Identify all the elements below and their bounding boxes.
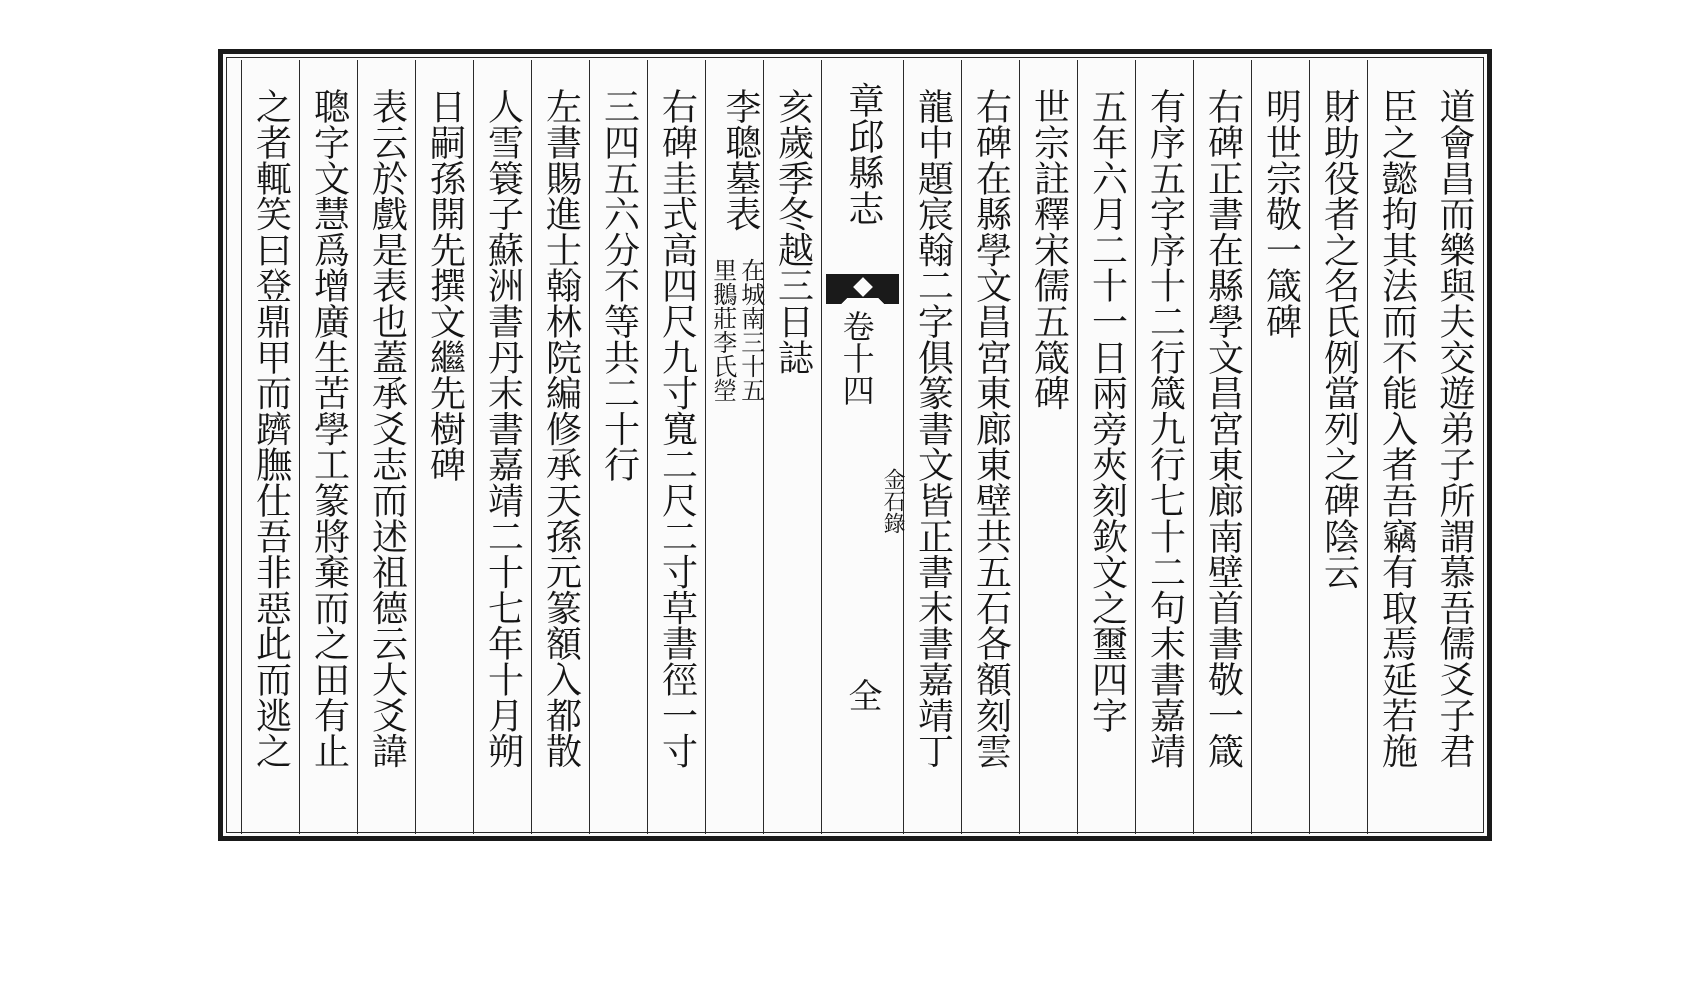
entry-title: 李聰墓表 (720, 88, 761, 232)
text-column (705, 60, 763, 834)
column-text: 之者輒笑曰登鼎甲而躋膴仕吾非惡此而逃之 (250, 88, 292, 769)
text-column (1135, 60, 1193, 834)
text-column (589, 60, 647, 834)
location-note-left (708, 66, 736, 466)
column-text: 財助役者之名氏例當列之碑陰云 (1318, 88, 1360, 590)
column-text: 道會昌而樂與夫交遊弟子所謂慕吾儒爻子君 (1434, 88, 1475, 769)
column-text: 人雪簑子蘇洲書丹末書嘉靖二十七年十月朔 (482, 88, 524, 769)
column-text: 右碑圭式高四尺九寸寬二尺二寸草書徑一寸 (656, 88, 698, 769)
text-column (1019, 60, 1077, 834)
location-note-right (736, 66, 764, 466)
text-column (1251, 60, 1309, 834)
fish-tail-ornament (826, 274, 899, 298)
column-text: 右碑正書在縣學文昌宮東廊南壁首書敬一箴 (1202, 88, 1244, 769)
text-column (415, 60, 473, 834)
column-text: 三四五六分不等共二十行 (598, 88, 640, 482)
text-column (241, 60, 299, 834)
column-text: 表云於戲是表也蓋承爻志而述祖德云大爻諱 (366, 88, 408, 769)
text-column (1367, 60, 1425, 834)
text-column (473, 60, 531, 834)
center-fold (821, 60, 906, 834)
book-title: 章邱縣志 (842, 82, 884, 226)
column-text: 龍中題宸翰二字俱篆書文皆正書末書嘉靖丁 (912, 88, 954, 769)
column-text: 右碑在縣學文昌宮東廊東壁共五石各額刻雲 (970, 88, 1012, 769)
column-text: 左書賜進士翰林院編修承天孫元篆額入都散 (540, 88, 582, 769)
text-column (647, 60, 705, 834)
text-column (1193, 60, 1251, 834)
location-note-line: 在城南三十五 (736, 258, 765, 402)
text-column (763, 60, 821, 834)
column-text: 聰字文慧爲增廣生苦學工篆將棄而之田有止 (308, 88, 350, 769)
column-text: 有序五字序十二行箴九行七十二句末書嘉靖 (1144, 88, 1186, 769)
text-column (1309, 60, 1367, 834)
book-page (218, 49, 1492, 841)
column-text: 明世宗敬一箴碑 (1260, 88, 1302, 339)
column-text: 臣之懿拘其法而不能入者吾竊有取焉延若施 (1376, 88, 1418, 769)
text-column (357, 60, 415, 834)
column-text: 五年六月二十一日兩旁夾刻欽文之璽四字 (1086, 88, 1128, 733)
page-number: 全 (842, 678, 882, 712)
text-column (299, 60, 357, 834)
text-column (531, 60, 589, 834)
text-column (1077, 60, 1135, 834)
column-text: 世宗註釋宋儒五箴碑 (1028, 88, 1070, 411)
section-label: 金石錄 (880, 468, 906, 534)
column-text: 日嗣孫開先撰文繼先樹碑 (424, 88, 466, 482)
location-note-line: 里鵝莊李氏塋 (708, 258, 737, 402)
text-column (1425, 60, 1483, 834)
text-column (903, 60, 961, 834)
volume-label: 卷十四 (837, 310, 876, 406)
text-column (961, 60, 1019, 834)
column-text: 亥歲季冬越三日誌 (772, 88, 814, 375)
